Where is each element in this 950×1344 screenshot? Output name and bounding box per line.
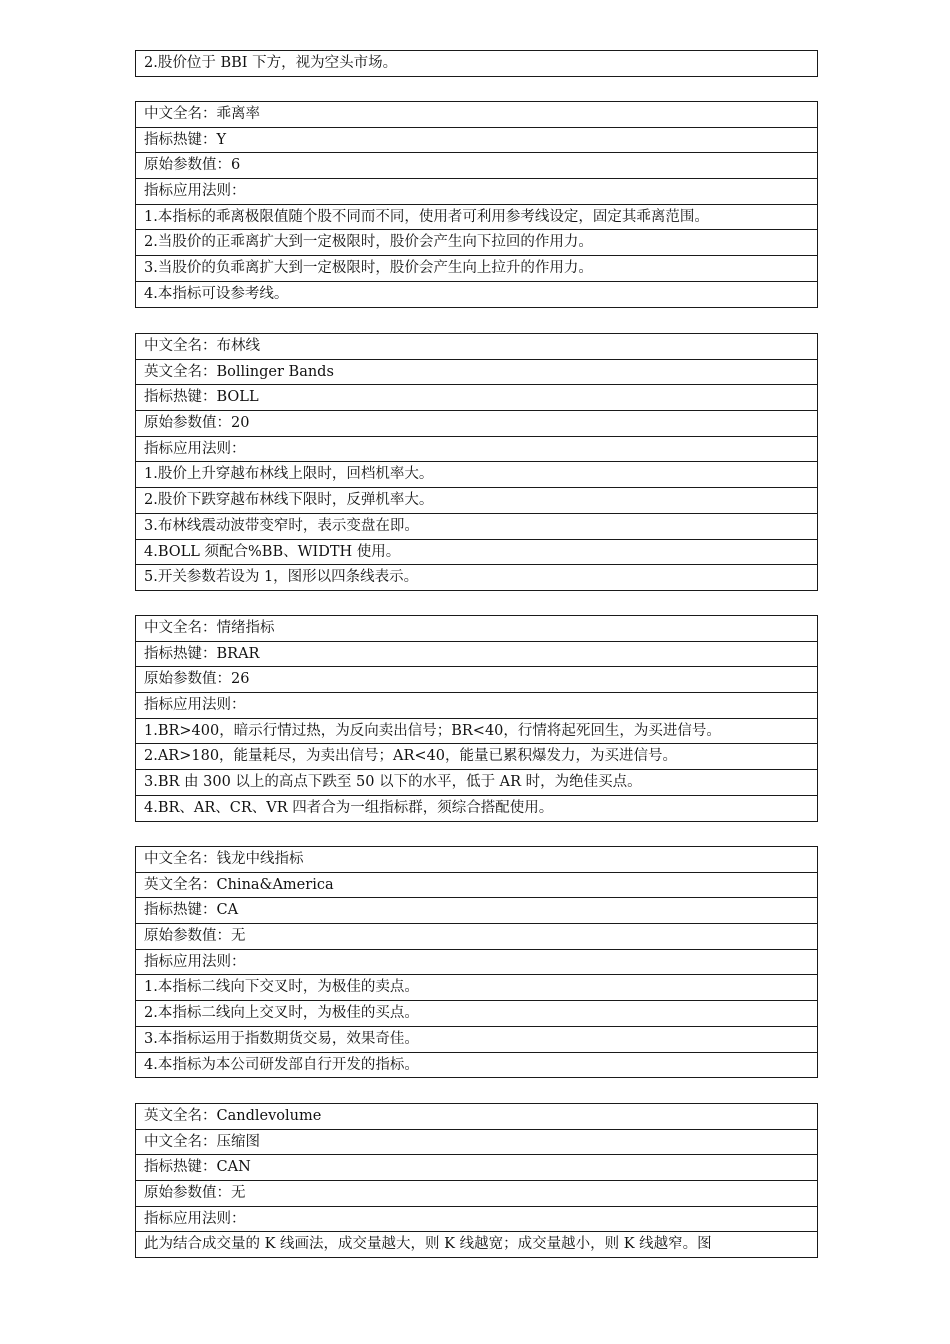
table-row: 1.BR>400，暗示行情过热，为反向卖出信号；BR<40，行情将起死回生，为买进信号。 <box>136 719 817 745</box>
indicator-table-0 <box>135 50 818 77</box>
table-row: 指标热键：BOLL <box>136 385 817 411</box>
table-row: 5.开关参数若设为 1，图形以四条线表示。 <box>136 565 817 591</box>
table-row: 中文全名：情绪指标 <box>136 616 817 642</box>
table-row: 3.布林线震动波带变窄时，表示变盘在即。 <box>136 514 817 540</box>
table-row: 指标应用法则： <box>136 179 817 205</box>
table-row: 指标应用法则： <box>136 437 817 463</box>
table-row: 英文全名：Candlevolume <box>136 1104 817 1130</box>
table-row: 3.本指标运用于指数期货交易，效果奇佳。 <box>136 1027 817 1053</box>
table-row: 原始参数值：6 <box>136 153 817 179</box>
table-row: 2.AR>180，能量耗尽，为卖出信号；AR<40，能量已累积爆发力，为买进信号。 <box>136 744 817 770</box>
table-row: 原始参数值：26 <box>136 667 817 693</box>
table-row: 2.当股价的正乖离扩大到一定极限时，股价会产生向下拉回的作用力。 <box>136 230 817 256</box>
indicator-table-3 <box>135 615 818 822</box>
indicator-table-2 <box>135 333 818 591</box>
table-row: 原始参数值：20 <box>136 411 817 437</box>
table-row: 3.当股价的负乖离扩大到一定极限时，股价会产生向上拉升的作用力。 <box>136 256 817 282</box>
table-row: 3.BR 由 300 以上的高点下跌至 50 以下的水平，低于 AR 时，为绝佳买点。 <box>136 770 817 796</box>
table-row: 指标应用法则： <box>136 950 817 976</box>
table-row: 4.BOLL 须配合%BB、WIDTH 使用。 <box>136 540 817 566</box>
table-row: 4.本指标可设参考线。 <box>136 282 817 308</box>
indicator-table-1 <box>135 101 818 308</box>
table-row: 1.本指标二线向下交叉时，为极佳的卖点。 <box>136 975 817 1001</box>
table-row: 指标应用法则： <box>136 693 817 719</box>
table-row: 英文全名：China&America <box>136 873 817 899</box>
table-row: 1.股价上升穿越布林线上限时，回档机率大。 <box>136 462 817 488</box>
table-row: 4.BR、AR、CR、VR 四者合为一组指标群，须综合搭配使用。 <box>136 796 817 822</box>
table-row: 原始参数值：无 <box>136 1181 817 1207</box>
indicator-table-5 <box>135 1103 818 1258</box>
table-row: 此为结合成交量的 K 线画法，成交量越大，则 K 线越宽；成交量越小，则 K 线越窄。图 <box>136 1232 817 1258</box>
table-row: 中文全名：钱龙中线指标 <box>136 847 817 873</box>
table-row: 2.本指标二线向上交叉时，为极佳的买点。 <box>136 1001 817 1027</box>
table-row: 中文全名：压缩图 <box>136 1130 817 1156</box>
table-row: 2.股价位于 BBI 下方，视为空头市场。 <box>136 51 817 77</box>
table-row: 指标热键：CAN <box>136 1155 817 1181</box>
table-row: 原始参数值：无 <box>136 924 817 950</box>
table-row: 指标热键：CA <box>136 898 817 924</box>
table-row: 中文全名：乖离率 <box>136 102 817 128</box>
table-row: 指标热键：Y <box>136 128 817 154</box>
table-row: 英文全名：Bollinger Bands <box>136 360 817 386</box>
table-row: 指标热键：BRAR <box>136 642 817 668</box>
indicator-table-4 <box>135 846 818 1078</box>
table-row: 指标应用法则： <box>136 1207 817 1233</box>
table-row: 4.本指标为本公司研发部自行开发的指标。 <box>136 1053 817 1079</box>
table-row: 1.本指标的乖离极限值随个股不同而不同，使用者可利用参考线设定，固定其乖离范围。 <box>136 205 817 231</box>
table-row: 中文全名：布林线 <box>136 334 817 360</box>
table-row: 2.股价下跌穿越布林线下限时，反弹机率大。 <box>136 488 817 514</box>
